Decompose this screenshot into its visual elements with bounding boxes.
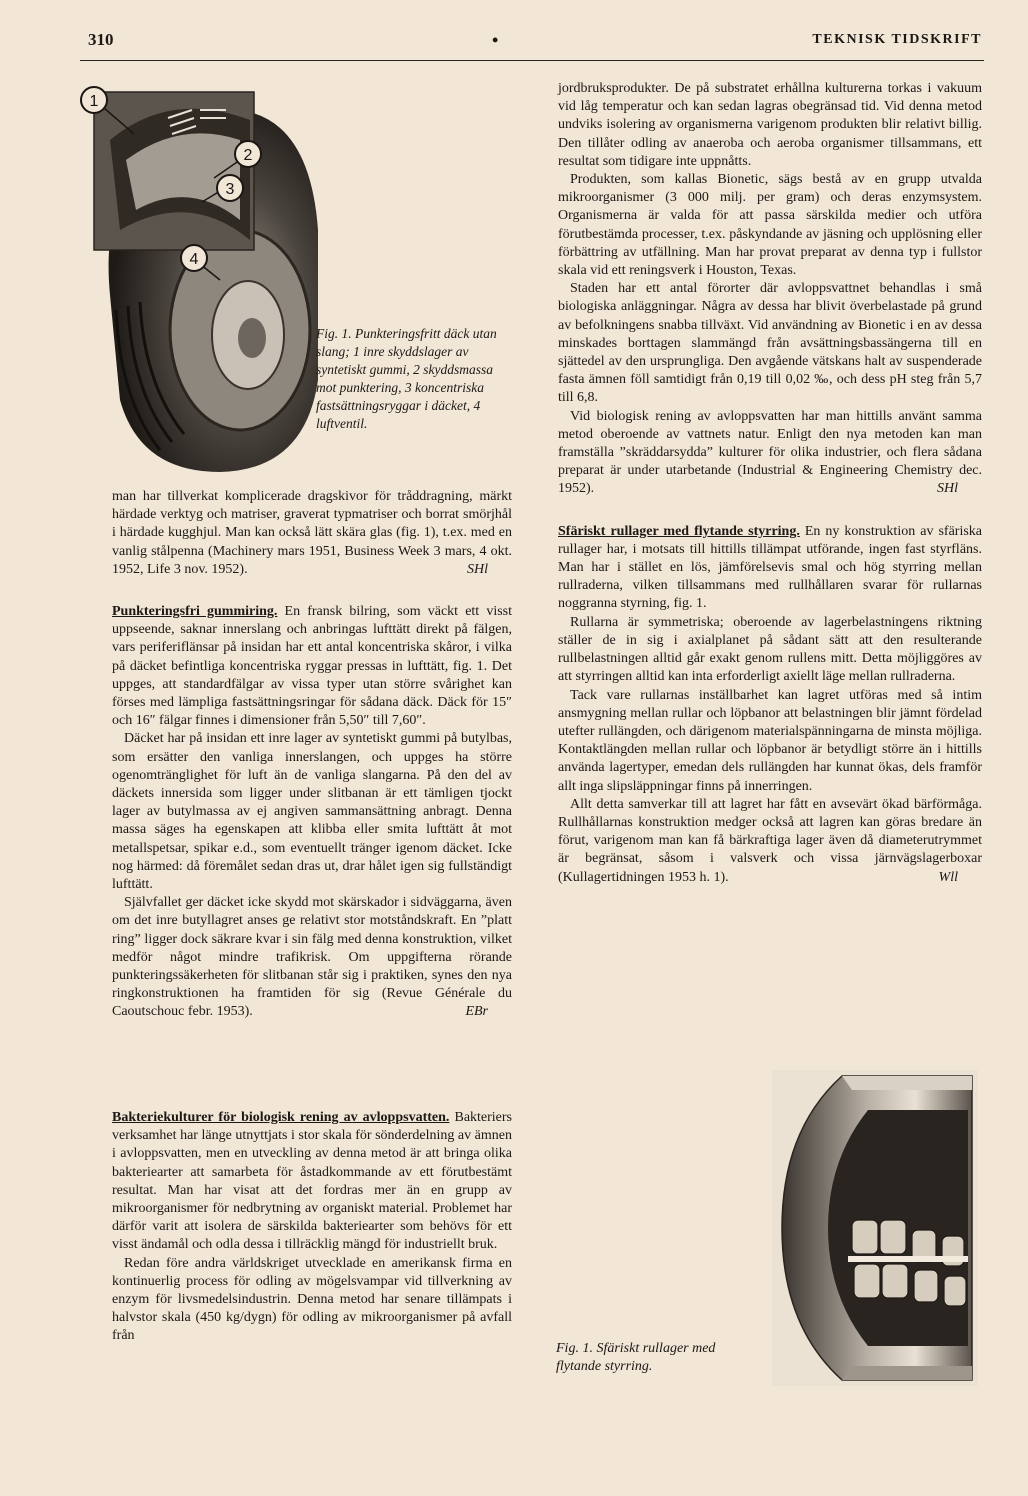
callout-2-label: 2 (243, 147, 253, 164)
article-paragraph: Däcket har på insidan ett inre lager av syntetiskt gummi på butylbas, som ersätter den vanliga innerslangen, och uppges ha större ogenomtränglighet för luft än de vanliga slangarna. På den del av däckets innersida som ligger under slitbanan är ett tämligen tjockt lager av butylmassa av ej angiven sammansättning anbragt. Denna massa säges ha egenskapen att klibba eller smita lufttätt åt mot metallspetsar, spikar e.d., som eventuellt tränger igenom däcket. Icke nog härmed: då föremålet sedan dras ut, drar hålet igen sig fullständigt lufttätt. (112, 731, 512, 893)
figure2-caption: Fig. 1. Sfäriskt rullager med flytande styrring. (556, 1341, 716, 1374)
callout-4-label: 4 (189, 251, 199, 268)
author-signature: EBr (465, 1004, 488, 1020)
article-paragraph: Allt detta samverkar till att lagret har fått en avsevärt ökad bärförmåga. Rullhållarnas konstruktion medger också att lagren kan göras bredare än förut, varigenom man kan få bärkraftiga lager även då diameterutrymmet är begränsat, såsom i valsverk och vissa järnvägslagerboxar (Kullagertidningen 1953 h. 1). Wll (558, 796, 982, 887)
header-dot: • (492, 30, 499, 50)
article-paragraph: man har tillverkat komplicerade dragskivor för tråddragning, märkt härdade verktyg och matriser, graverat typmatriser och borrat smörjhål i härdade kugghjul. Man kan också lätt skära glas (fig. 1), t.ex. med en vanlig stålpenna (Machinery mars 1951, Business Week 3 mars, 4 okt. 1952, Life 3 nov. 1952). SHl (112, 488, 512, 579)
article-paragraph: Vid biologisk rening av avloppsvatten har man hittills använt samma metod oberoende av vattnets natur. Enligt den nya metoden kan man framställa ”skräddarsydda” kulturer för olika industrier, och flera sådana preparat är under utarbetande (Industrial & Engineering Chemistry dec. 1952). SHl (558, 408, 982, 499)
left-column-top (112, 488, 512, 1022)
page-number: 310 (88, 30, 114, 49)
article-paragraph: Punkteringsfri gummiring. En fransk bilring, som väckt ett visst uppseende, saknar innerslang och anbringas lufttätt direkt på fälgen, vars periferiflänsar på insidan har ett antal koncentriska skåror, i vilka på däcket befintliga koncentriska ryggar pressas in lufttätt, fig. 1. Det uppges, att standardfälgar av vissa typer utan större svårighet kan förses med lämpliga fastsättningsringar för sådana däck. Däck för 15″ och 16″ fälgar finnes i dimensioner från 5,50″ till 7,60″. (112, 604, 512, 729)
hub-center (238, 318, 266, 358)
left-column-bottom (112, 1109, 512, 1346)
author-signature: SHl (937, 481, 958, 497)
article-paragraph: Tack vare rullarnas inställbarhet kan lagret utföras med så intim ansmygning mellan rullar och löpbanor att belastningen blir jämnt fördelad utefter rullängden, och därigenom materialspänningarna de minsta möjliga. Kontaktlängden mellan rullar och löpbanor är betydligt större än i hittills använda lagertyper, emedan dels rullängden har kunnat ökas, dels framför allt inga slipsläppningar finns på innerringen. (558, 687, 982, 794)
journal-title: TEKNISK TIDSKRIFT (812, 32, 982, 47)
article-paragraph: Sfäriskt rullager med flytande styrring. En ny konstruktion av sfäriska rullager har, i motsats till hittills tillämpat utförande, ingen fast styrfläns. Man har i stället en lös, jämförelsevis smal och hög styrring mellan rullraderna, vilken tillsammans med rullhållaren svarar för rullarnas noggranna styrning, fig. 1. (558, 523, 982, 612)
article-paragraph: Redan före andra världskriget utvecklade en amerikansk firma en kontinuerlig process för odling av mögelsvampar vid tillverkning av enzym för livsmedelsindustrin. Denna metod har senare tillämpats i halvstor skala (450 kg/dygn) för odling av mikroorganismer på avfall från (112, 1255, 512, 1344)
callout-3 (217, 175, 243, 201)
author-signature: Wll (938, 869, 958, 885)
article-paragraph: Självfallet ger däcket icke skydd mot skärskador i sidväggarna, även om det inre butyllagret anses ge relativt stor motståndskraft. En ”platt ring” ligger dock säkrare kvar i sin fälg med denna konstruktion, vilket medför något mindre trafikrisk. Om uppgifterna rörande punkteringssäkerheten för slitbanan står sig i praktiken, synes den nya ringkonstruktionen ha framtiden för sig (Revue Générale du Caoutschouc febr. 1953). EBr (112, 894, 512, 1021)
right-column (558, 80, 982, 887)
callout-4 (181, 245, 207, 271)
article-paragraph: Bakteriekulturer för biologisk rening av avloppsvatten. Bakteriers verksamhet har länge utnyttjats i stor skala för sönderdelning av ämnen i avloppsvatten, men en utveckling av denna metod är att bringa olika bakteriearter att samarbeta för åstadkommande av ett förutbestämt resultat. Man har visat att det fordras mer än en grupp av mikroorganismer för nedbrytning av organiskt material. Problemet har därför varit att isolera de särskilda bakteriearter som behövs för ett visst ändamål och odla dessa i tillräcklig mängd för industriellt bruk. (112, 1110, 513, 1253)
section-heading: Punkteringsfri gummiring. (112, 604, 278, 620)
article-paragraph: Rullarna är symmetriska; oberoende av lagerbelastningens riktning ställer de in sig i axialplanet på sådant sätt att den resulterande rullbelastningen alltid går exakt genom rullens mitt. Detta möjliggöres av att styrringen alltid kan inta erforderligt axiellt läge mellan rullraderna. (558, 614, 982, 685)
figure1-caption: Fig. 1. Punkteringsfritt däck utan slang; 1 inre skyddslager av syntetiskt gummi, 2 skyddsmassa mot punktering, 3 koncentriska fastsättningsryggar i däcket, 4 luftventil. (316, 326, 497, 431)
article-paragraph: Produkten, som kallas Bionetic, sägs bestå av en grupp utvalda mikroorganismer (3 000 milj. per gram) och deras enzymsystem. Organismerna är valda för att passa särskilda medier och utföra förutbestämda processer, t.ex. påskyndande av jäsning och upplösning eller förbättring av utfällning. Man har provat preparat av denna typ i fullstor skala vid ett reningsverk i Houston, Texas. (558, 172, 982, 279)
article-paragraph: Staden har ett antal förorter där avloppsvattnet behandlas i små biologiska anläggningar. Några av dessa har blivit överbelastade på grund av befolkningens snabba tillväxt. Vid användning av Bionetic i en av dessa minskades borttagen slammängd från avsättningsbassängerna till en sjättedel av den ursprungliga. Den avgående vätskans halt av suspenderade fasta ämnen föll samtidigt från 0,19 till 0,02 ‰, och dess pH steg från 5,7 till 6,8. (558, 281, 982, 406)
callout-2 (235, 141, 261, 167)
page-header (80, 26, 984, 61)
callout-1 (81, 87, 107, 113)
tire-figure (80, 80, 320, 485)
bearing-figure (772, 1070, 978, 1386)
guide-ring (848, 1256, 968, 1262)
callout-3-label: 3 (225, 181, 235, 198)
article-paragraph: jordbruksprodukter. De på substratet erhållna kulturerna torkas i vakuum vid låg temperatur och kan sedan lagras obegränsad tid. Vid denna metod undviks isolering av organismerna varigenom produkten blir relativt billig. Den tillåter odling av anaeroba och aeroba organismer tillsammans, ett resultat som tidigare inte uppnåtts. (558, 81, 982, 169)
author-signature: SHl (467, 561, 488, 577)
section-heading: Bakteriekulturer för biologisk rening av avloppsvatten. (112, 1110, 450, 1125)
section-heading: Sfäriskt rullager med flytande styrring. (558, 523, 800, 539)
callout-1-label: 1 (89, 93, 99, 110)
